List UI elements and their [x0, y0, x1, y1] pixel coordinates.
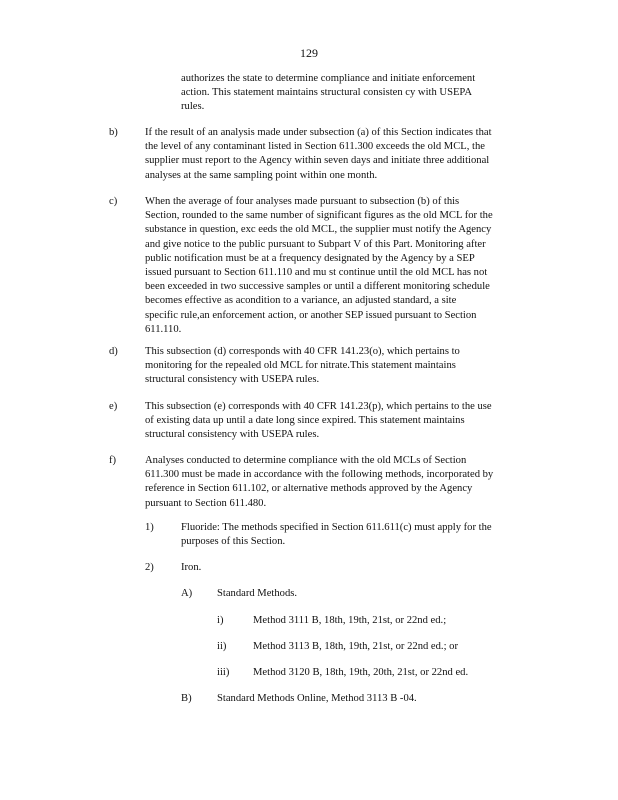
item-label-e: e) [109, 401, 118, 412]
text-line: If the result of an analysis made under subsection (a) of this Section indicates that [145, 127, 492, 138]
text-line: structural consistency with USEPA rules. [145, 374, 320, 386]
paragraph-b [145, 126, 538, 183]
text-line: the level of any contaminant listed in Section 611.300 exceeds the old MCL, the [145, 141, 485, 153]
text-line: purposes of this Section. [181, 536, 286, 548]
item-label-f2B: B) [181, 693, 192, 704]
text-line: and give notice to the public pursuant to Subpart V of this Part. Monitoring after [145, 238, 486, 250]
intro-paragraph [181, 72, 505, 115]
item-label-b: b) [109, 127, 118, 138]
text-line: substance in question, exc eeds the old MCL, the supplier must notify the Agency [145, 224, 492, 236]
text-f2Ai: Method 3111 B, 18th, 19th, 21st, or 22nd ed.; [253, 615, 447, 626]
text-line: 611.300 must be made in accordance with the following methods, incorporated by [145, 469, 494, 481]
text-line: Fluoride: The methods specified in Section 611.611(c) must apply for the [181, 522, 492, 533]
item-label-f: f) [109, 455, 117, 466]
text-line: Analyses conducted to determine compliance with the old MCLs of Section [145, 455, 467, 466]
text-line: structural consistency with USEPA rules. [145, 429, 320, 441]
text-line: been exceeded in two successive samples or until a different monitoring schedule [145, 281, 490, 293]
paragraph-c [145, 195, 538, 337]
item-label-f2: 2) [145, 562, 154, 573]
item-label-f2Ai: i) [217, 615, 224, 626]
item-label-f2A: A) [181, 588, 193, 599]
text-f2Aii: Method 3113 B, 18th, 19th, 21st, or 22nd ed.; or [253, 641, 459, 652]
text-line: issued pursuant to Section 611.110 and mu st continue until the old MCL has not [145, 267, 488, 279]
page-number: 129 [300, 46, 318, 60]
text-line: of existing data up until a date long since expired. This statement maintains [145, 415, 465, 427]
text-line: When the average of four analyses made pursuant to subsection (b) of this [145, 196, 460, 207]
paragraph-f1 [181, 521, 538, 549]
text-line: specific rule,an enforcement action, or another SEP issued pursuant to Section [145, 309, 477, 321]
text-line: action. This statement maintains structural consisten cy with USEPA [181, 87, 472, 99]
text-line: reference in Section 611.102, or alternative methods approved by the Agency [145, 483, 473, 495]
item-label-c: c) [109, 196, 118, 207]
text-line: public notification must be at a frequency designated by the Agency by a SEP [145, 252, 475, 264]
item-label-f2Aii: ii) [217, 641, 227, 652]
paragraph-e [145, 400, 538, 443]
text-line: pursuant to Section 611.480. [145, 497, 267, 509]
text-line: authorizes the state to determine compliance and initiate enforcement [181, 73, 476, 84]
text-f2B: Standard Methods Online, Method 3113 B -04. [217, 693, 417, 704]
text-line: becomes effective as acondition to a variance, an adjusted standard, a site [145, 295, 457, 307]
text-line: monitoring for the repealed old MCL for nitrate.This statement maintains [145, 360, 456, 372]
text-line: analyses at the same sampling point within one month. [145, 169, 378, 181]
text-line: rules. [181, 101, 205, 113]
text-line: This subsection (e) corresponds with 40 CFR 141.23(p), which pertains to the use [145, 401, 492, 412]
text-line: 611.110. [145, 323, 182, 335]
paragraph-f [145, 454, 538, 511]
text-line: This subsection (d) corresponds with 40 CFR 141.23(o), which pertains to [145, 346, 460, 357]
item-label-f2Aiii: iii) [217, 667, 230, 678]
paragraph-d [145, 345, 505, 388]
text-f2Aiii: Method 3120 B, 18th, 19th, 20th, 21st, or 22nd ed. [253, 667, 469, 678]
text-f2: Iron. [181, 562, 202, 573]
text-line: supplier must report to the Agency within seven days and initiate three additional [145, 155, 490, 167]
text-line: Section, rounded to the same number of significant figures as the old MCL for the [145, 210, 493, 222]
item-label-d: d) [109, 346, 118, 357]
item-label-f1: 1) [145, 522, 154, 533]
text-f2A: Standard Methods. [217, 588, 298, 599]
